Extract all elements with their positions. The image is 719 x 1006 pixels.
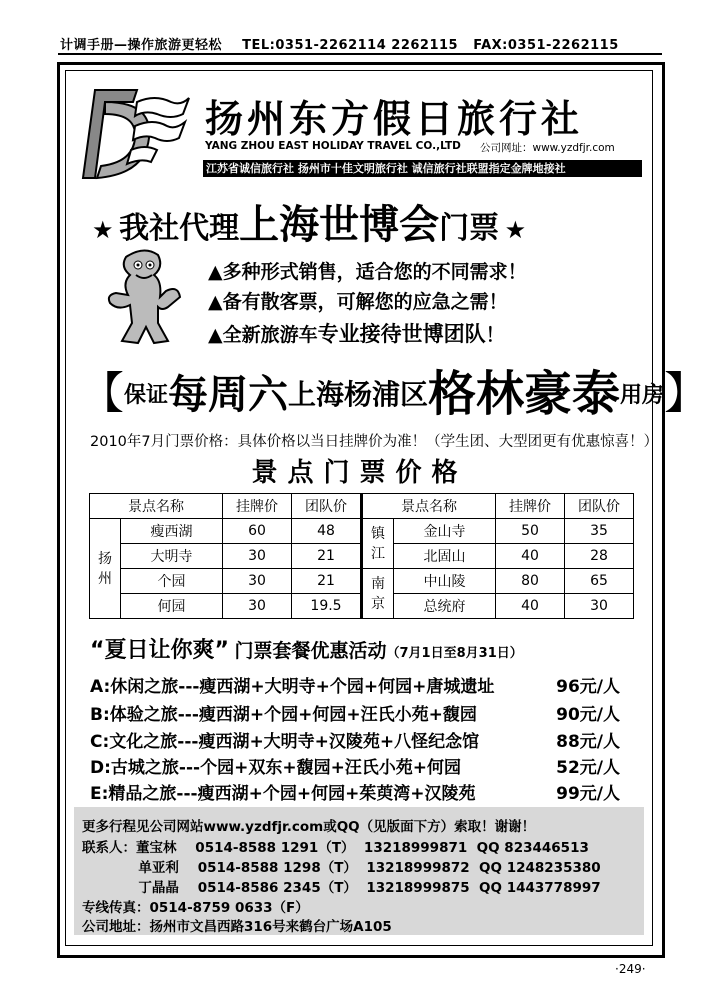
tour-price: 96元/人 xyxy=(556,677,620,697)
tour-price: 90元/人 xyxy=(556,705,620,725)
expo-mascot-image xyxy=(96,245,192,350)
table-cell: 北固山 xyxy=(394,544,496,569)
hotel-banner: 【保证每周六上海杨浦区格林豪泰用房】 xyxy=(80,366,709,422)
tour-package-a: A:休闲之旅---瘦西湖+大明寺+个园+何园+唐城遗址 96元/人 xyxy=(90,672,630,697)
header-rule xyxy=(58,53,662,55)
table-cell: 21 xyxy=(292,569,362,594)
tour-package-b: B:体验之旅---瘦西湖+个园+何园+汪氏小苑+馥园 90元/人 xyxy=(90,700,630,725)
column-header: 景点名称 xyxy=(90,494,223,519)
star-icon: ★ xyxy=(504,216,527,244)
company-website: 公司网址：www.yzdfjr.com xyxy=(480,142,615,154)
company-logo xyxy=(75,82,193,186)
tour-price: 52元/人 xyxy=(556,758,620,778)
company-name-en: YANG ZHOU EAST HOLIDAY TRAVEL CO.,LTD xyxy=(205,140,461,152)
price-note: 2010年7月门票价格：具体价格以当日挂牌价为准！（学生团、大型团更有优惠惊喜！） xyxy=(90,434,659,450)
table-cell: 30 xyxy=(223,594,292,619)
column-header: 团队价 xyxy=(292,494,362,519)
table-cell: 总统府 xyxy=(394,594,496,619)
table-cell: 大明寺 xyxy=(121,544,223,569)
tour-package-e: E:精品之旅---瘦西湖+个园+何园+茱萸湾+汉陵苑 99元/人 xyxy=(90,779,630,804)
bullet-1: ▲多种形式销售，适合您的不同需求！ xyxy=(208,261,527,283)
fax: FAX:0351-2262115 xyxy=(473,38,619,53)
table-cell: 何园 xyxy=(121,594,223,619)
city-label: 扬 州 xyxy=(90,519,121,619)
page-number: ·249· xyxy=(615,962,646,976)
promo-title: “夏日让你爽” 门票套餐优惠活动（7月1日至8月31日） xyxy=(90,638,523,663)
column-header: 挂牌价 xyxy=(496,494,565,519)
contact-info-line: 更多行程见公司网站www.yzdfjr.com或QQ（见版面下方）索取！谢谢！ xyxy=(82,819,536,835)
city-label: 南 京 xyxy=(362,569,394,619)
contact-person-line: 联系人：董宝林 0514-8588 1291（T） 13218999871 QQ 823446513 xyxy=(82,840,589,856)
headline-part1: 我社代理 xyxy=(119,211,240,246)
headline-part3: 门票 xyxy=(439,211,500,246)
tour-price: 88元/人 xyxy=(556,732,620,752)
column-header: 景点名称 xyxy=(362,494,496,519)
address-line: 公司地址：扬州市文昌西路316号来鹤台广场A105 xyxy=(82,919,392,935)
table-header-row xyxy=(90,494,634,519)
table-cell: 40 xyxy=(496,594,565,619)
fax-line: 专线传真：0514-8759 0633（F） xyxy=(82,900,309,916)
column-header: 挂牌价 xyxy=(223,494,292,519)
telephone: TEL:0351-2262114 2262115 xyxy=(242,38,459,53)
contact-person-line: 单亚利 0514-8588 1298（T） 13218999872 QQ 1248235380 xyxy=(82,860,601,876)
table-cell: 50 xyxy=(496,519,565,544)
table-cell: 28 xyxy=(565,544,634,569)
table-row xyxy=(90,519,634,544)
table-cell: 中山陵 xyxy=(394,569,496,594)
honors-bar: 江苏省诚信旅行社 扬州市十佳文明旅行社 诚信旅行社联盟指定金牌地接社 xyxy=(203,160,642,177)
ticket-price-table xyxy=(89,493,634,619)
table-cell: 30 xyxy=(223,544,292,569)
column-header: 团队价 xyxy=(565,494,634,519)
city-label: 镇 江 xyxy=(362,519,394,569)
contact-person-line: 丁晶晶 0514-8586 2345（T） 13218999875 QQ 1443778997 xyxy=(82,880,601,896)
table-cell: 瘦西湖 xyxy=(121,519,223,544)
tour-package-c: C:文化之旅---瘦西湖+大明寺+汉陵苑+八怪纪念馆 88元/人 xyxy=(90,727,630,752)
section-title: 景点门票价格 xyxy=(251,458,468,488)
table-cell: 35 xyxy=(565,519,634,544)
table-cell: 21 xyxy=(292,544,362,569)
table-cell: 80 xyxy=(496,569,565,594)
header-bar xyxy=(60,34,660,54)
star-icon: ★ xyxy=(92,216,114,244)
table-cell: 金山寺 xyxy=(394,519,496,544)
tour-package-d: D:古城之旅---个园+双东+馥园+汪氏小苑+何园 52元/人 xyxy=(90,753,630,778)
table-cell: 48 xyxy=(292,519,362,544)
headline-part2: 上海世博会 xyxy=(239,202,440,248)
table-cell: 60 xyxy=(223,519,292,544)
expo-headline xyxy=(92,193,632,248)
table-row xyxy=(90,569,634,594)
table-cell: 个园 xyxy=(121,569,223,594)
company-name-cn: 扬州东方假日旅行社 xyxy=(205,96,584,141)
bullet-2: ▲备有散客票，可解您的应急之需！ xyxy=(208,291,508,313)
bullet-3: ▲全新旅游车专业接待世博团队！ xyxy=(208,322,505,346)
table-cell: 40 xyxy=(496,544,565,569)
slogan: 计调手册—操作旅游更轻松 xyxy=(60,38,223,53)
table-cell: 19.5 xyxy=(292,594,362,619)
table-cell: 30 xyxy=(565,594,634,619)
table-cell: 30 xyxy=(223,569,292,594)
tour-price: 99元/人 xyxy=(556,784,620,804)
table-cell: 65 xyxy=(565,569,634,594)
